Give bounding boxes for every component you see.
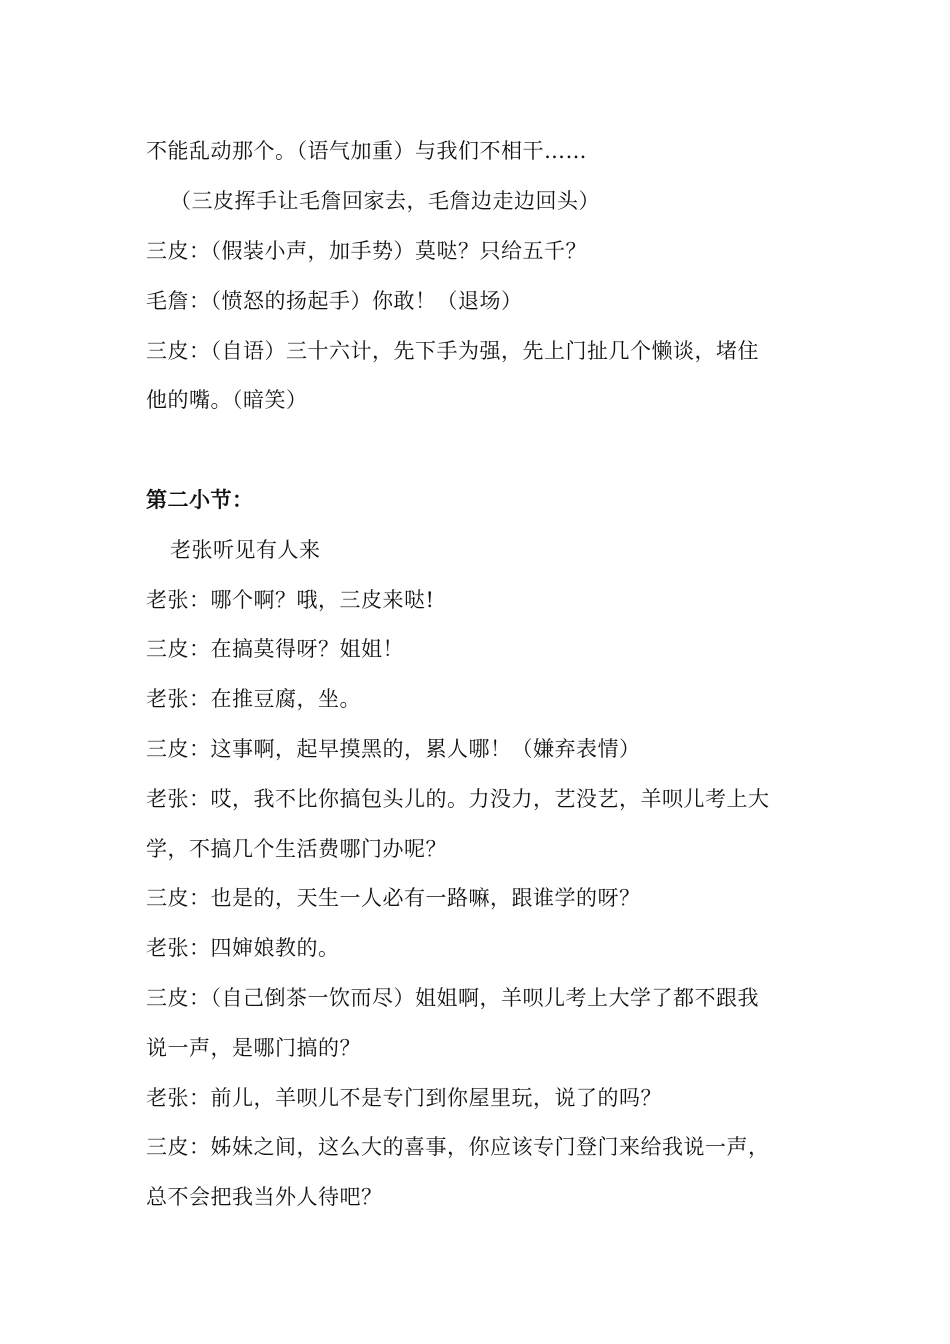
- script-line: 老张：前儿，羊呗儿不是专门到你屋里玩，说了的吗？: [146, 1086, 662, 1110]
- stage-direction: 老张听见有人来: [170, 538, 321, 562]
- stage-direction: （三皮挥手让毛詹回家去，毛詹边走边回头）: [170, 189, 600, 213]
- script-line: 三皮：也是的，天生一人必有一路嘛，跟谁学的呀？: [146, 886, 641, 910]
- script-line: 三皮：（自己倒茶一饮而尽）姐姐啊，羊呗儿考上大学了都不跟我: [146, 986, 759, 1010]
- script-line: 毛詹：（愤怒的扬起手）你敢！（退场）: [146, 289, 523, 313]
- script-line: 三皮：姊妹之间，这么大的喜事，你应该专门登门来给我说一声，: [146, 1135, 770, 1159]
- script-line: 老张：在推豆腐，坐。: [146, 687, 361, 711]
- script-line: 总不会把我当外人待吧？: [146, 1185, 383, 1209]
- script-line: 三皮：（假装小声，加手势）莫哒？只给五千？: [146, 239, 587, 263]
- script-line: 老张：哪个啊？哦，三皮来哒!: [146, 588, 435, 612]
- script-line: 三皮：（自语）三十六计，先下手为强，先上门扯几个懒谈，堵住: [146, 339, 759, 363]
- script-line: 他的嘴。（暗笑）: [146, 388, 308, 412]
- script-line: 说一声，是哪门搞的？: [146, 1036, 361, 1060]
- script-line: 老张：四婶娘教的。: [146, 936, 340, 960]
- section-heading: 第二小节：: [146, 487, 254, 512]
- script-line: 三皮：这事啊，起早摸黑的，累人哪！（嫌弃表情）: [146, 737, 641, 761]
- script-line: 老张：哎，我不比你搞包头儿的。力没力，艺没艺，羊呗儿考上大: [146, 787, 770, 811]
- script-line: 学，不搞几个生活费哪门办呢？: [146, 837, 447, 861]
- script-line: 三皮：在搞莫得呀？姐姐！: [146, 637, 404, 661]
- script-line: 不能乱动那个。（语气加重）与我们不相干……: [146, 139, 587, 163]
